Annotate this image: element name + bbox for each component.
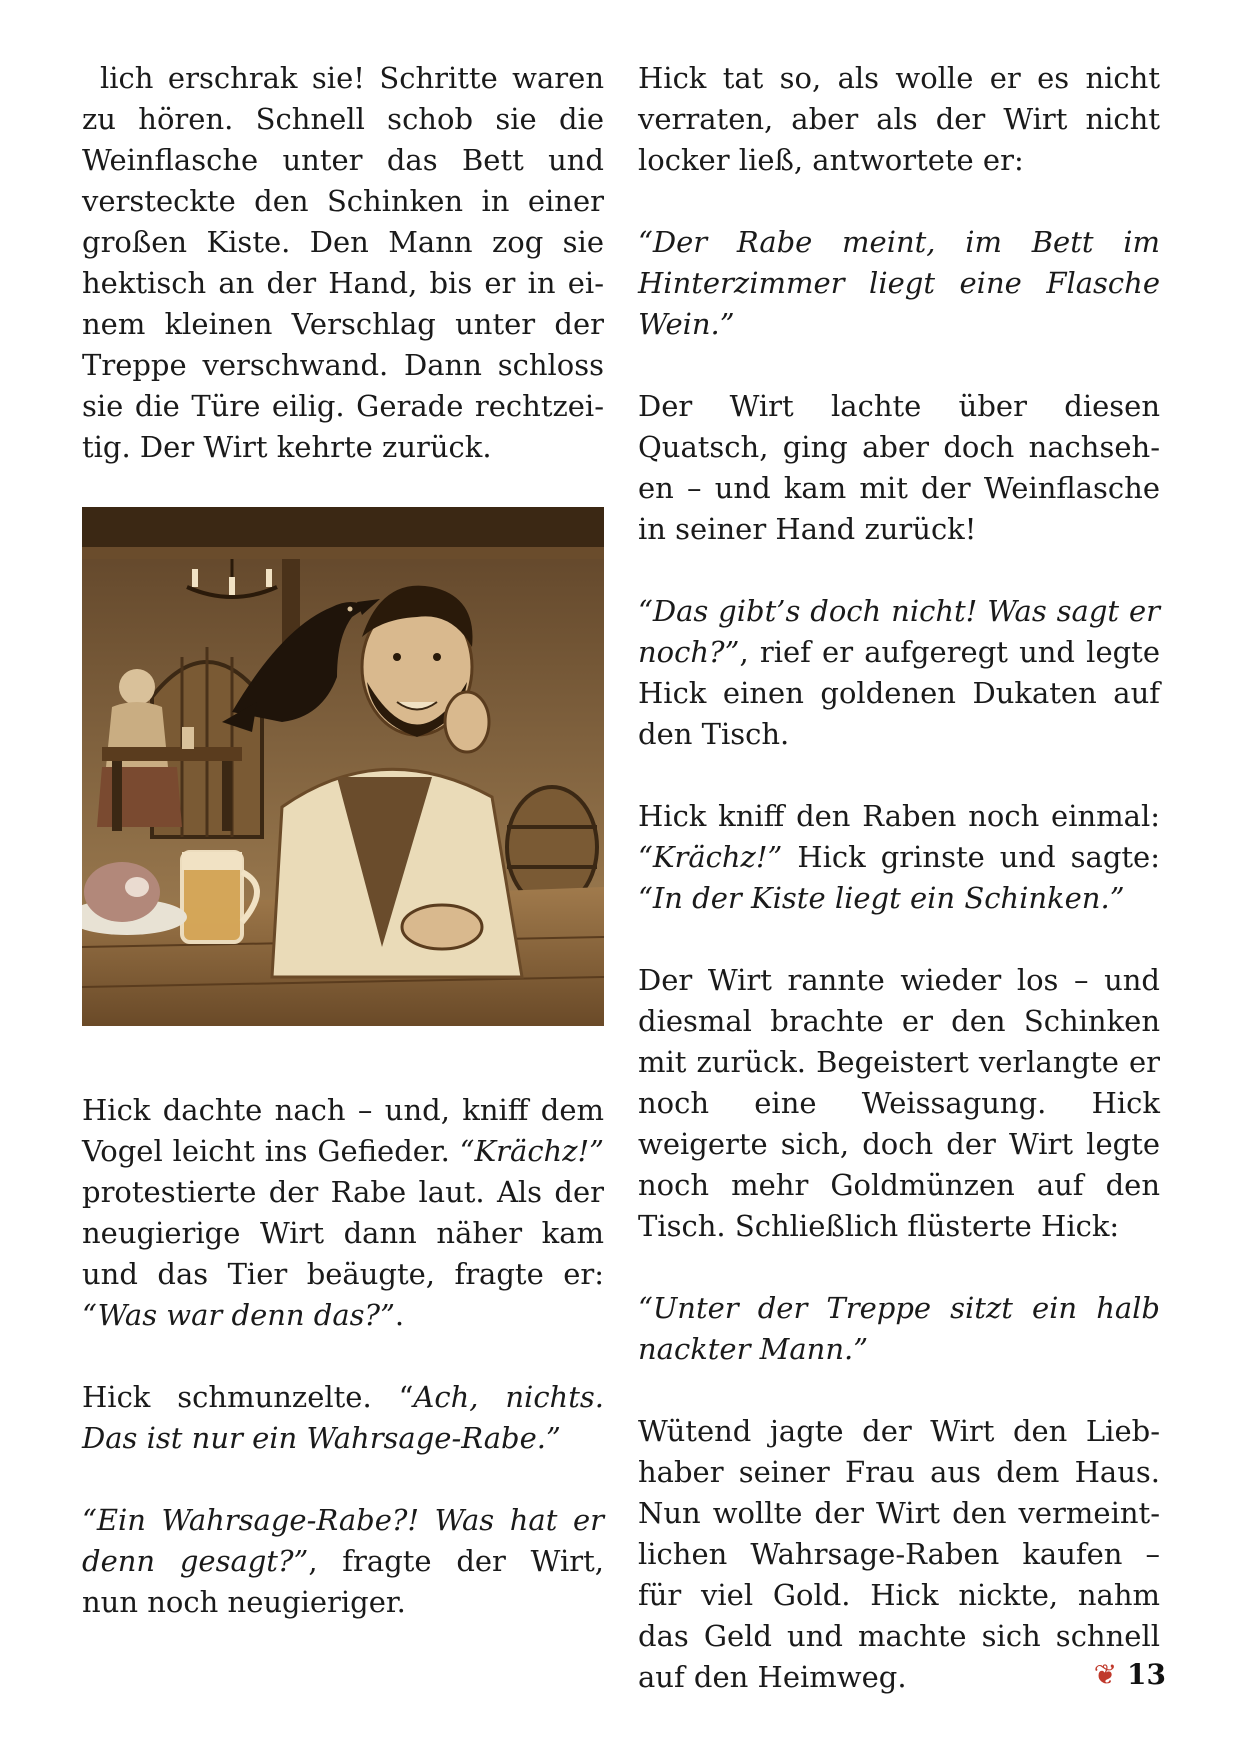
quote: “Krächz!” — [638, 840, 783, 874]
paragraph: Wütend jagte der Wirt den Liebhaber seiner Frau aus dem Haus. Nun wollte der Wirt den vermeintlichen Wahrsage-Raben kaufen – für viel Gold. Hick nickte, nahm das Geld und machte sich schnell auf den Heimweg. — [638, 1414, 1160, 1694]
tavern-illustration-svg — [82, 507, 604, 1026]
text-span: Hick schmunzelte. “ — [82, 1380, 414, 1414]
paragraph — [82, 1377, 604, 1459]
text-span: protestierte der Rabe laut. Als der neugierige Wirt dann näher kam und das Tier beäugte, fragte er: — [82, 1175, 604, 1291]
left-column-lower — [82, 1090, 604, 1623]
paragraph: Der Wirt lachte über diesen Quatsch, ging aber doch nachsehen – und kam mit der Weinflasche in seiner Hand zurück! — [638, 389, 1160, 546]
quote: Ach, nichts. Das ist nur ein Wahrsage-Rabe.” — [82, 1380, 604, 1455]
paragraph: Hick tat so, als wolle er es nicht verraten, aber als der Wirt nicht locker ließ, antwortete er: — [638, 61, 1160, 177]
quote: “Das gibt’s doch nicht! Was sagt er noch?” — [638, 594, 1160, 669]
quote: “In der Kiste liegt ein Schinken.” — [638, 881, 1125, 915]
paragraph — [638, 796, 1160, 919]
right-column — [638, 58, 1160, 1698]
tavern-illustration — [82, 507, 604, 1026]
paragraph: lich erschrak sie! Schritte waren zu hören. Schnell schob sie die Weinflasche unter das Bett und versteckte den Schinken in einer großen Kiste. Den Mann zog sie hektisch an der Hand, bis er in einem kleinen Verschlag unter der Treppe verschwand. Dann schloss sie die Türe eilig. Gerade rechtzeitig. Der Wirt kehrte zurück. — [82, 61, 604, 464]
paragraph — [82, 1500, 604, 1623]
page-footer — [1094, 1658, 1166, 1691]
text-span: . — [394, 1298, 405, 1332]
paragraph: Der Wirt rannte wieder los – und diesmal brachte er den Schinken mit zurück. Begeistert verlangte er noch eine Weissagung. Hick weigerte sich, doch der Wirt legte noch mehr Goldmünzen auf den Tisch. Schließlich flüsterte Hick: — [638, 963, 1160, 1243]
text-span: Hick grinste und sagte: — [782, 840, 1160, 874]
quote: “Ein Wahrsage-Rabe?! Was hat er denn gesagt?” — [82, 1503, 604, 1578]
text-span: Hick kniff den Raben noch einmal: — [638, 799, 1160, 833]
text-span: , fragte der Wirt, nun noch neugieriger. — [82, 1544, 604, 1619]
left-column — [82, 58, 604, 468]
quote: “Krächz!” — [459, 1134, 604, 1168]
quote-paragraph: “Unter der Treppe sitzt ein halb nackter Mann.” — [638, 1291, 1160, 1366]
quote: “Was war denn das?” — [82, 1298, 395, 1332]
paragraph — [638, 591, 1160, 755]
text-span: Hick dachte nach – und, kniff dem Vogel leicht ins Gefieder. — [82, 1093, 604, 1168]
paragraph — [82, 1090, 604, 1336]
floral-ornament-icon: ❦ — [1093, 1657, 1118, 1691]
quote-paragraph: “Der Rabe meint, im Bett im Hinterzimmer liegt eine Flasche Wein.” — [638, 225, 1160, 341]
text-span: , rief er aufgeregt und legte Hick einen goldenen Dukaten auf den Tisch. — [638, 635, 1160, 751]
page-number: 13 — [1127, 1658, 1166, 1691]
